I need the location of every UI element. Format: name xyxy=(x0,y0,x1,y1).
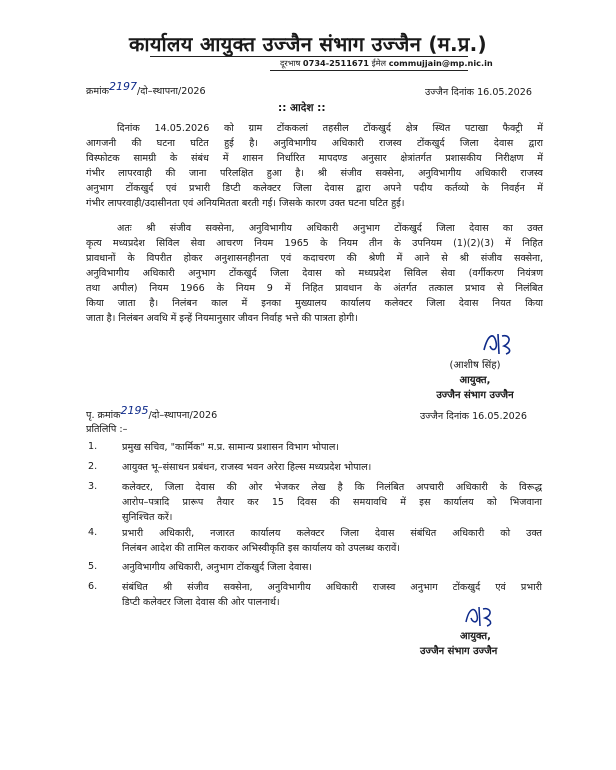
copy-ref-prefix: पृ. क्रमांक xyxy=(86,410,121,421)
signature-commissioner-copy xyxy=(462,602,496,630)
copy-item-line: निलंबन आदेश की तामिल कराकर अभिस्वीकृति इस कार्यालय को उपलब्ध करावें। xyxy=(122,543,400,554)
copy-item-line: डिप्टी कलेक्टर जिला देवास की ओर पालनार्थ। xyxy=(122,597,280,608)
copy-ref-suffix: /दो–स्थापना/2026 xyxy=(148,410,218,421)
copy-date-label: उज्जैन दिनांक xyxy=(420,411,469,422)
copy-item-line: अनुविभागीय अधिकारी, अनुभाग टोंकखुर्द जिला देवास। xyxy=(122,562,312,573)
copy-signature-block xyxy=(420,629,550,659)
para2-line: प्रावधानों के विपरीत होकर अनुशासनहीनता एवं कदाचरण की श्रेणी में आने से श्री संजीव सक्सेना, xyxy=(86,253,543,264)
signatory-office: उज्जैन संभाग उज्जैन xyxy=(436,390,514,401)
copy-label: प्रतिलिपि :– xyxy=(86,424,128,435)
copy-item-number: 5. xyxy=(88,561,98,572)
copy-item-number: 4. xyxy=(88,527,98,538)
order-date-value: 16.05.2026 xyxy=(477,87,532,98)
title-underline xyxy=(150,56,468,57)
para1-line: अनुभाग टोंकखुर्द एवं प्रभारी डिप्टी कलेक्टर जिला देवास द्वारा अपने पदीय कर्तव्यो के निवर्हन में xyxy=(86,183,543,194)
copy-item-line: प्रमुख सचिव, "कार्मिक" म.प्र. सामान्य प्रशासन विभाग भोपाल। xyxy=(122,442,340,453)
para1-line: विस्फोटक सामग्री के संबंध में शासन निर्धारित मापदण्ड अनुसार क्षेत्रांतर्गत प्रशासकीय निरीक्षण में xyxy=(86,153,543,164)
copy-item-line: आयुक्त भू–संसाधन प्रबंधन, राजस्व भवन अरेरा हिल्स मध्यप्रदेश भोपाल। xyxy=(122,462,372,473)
copy-signatory-office: उज्जैन संभाग उज्जैन xyxy=(420,646,498,657)
para2-line: जाता है। निलंबन अवधि में इन्हें नियमानुसार जीवन निर्वाह भत्ते की पात्रता होगी। xyxy=(86,313,358,324)
copy-item-number: 1. xyxy=(88,441,98,452)
office-title: कार्यालय आयुक्त उज्जैन संभाग उज्जैन (म.प्र.) xyxy=(129,32,487,56)
contact-underline xyxy=(270,70,468,71)
contact-line xyxy=(280,58,493,69)
phone-number: 0734-2511671 xyxy=(302,58,369,68)
para1-line: आगजनी की घटना घटित हुई है। अनुविभागीय अधिकारी राजस्व टोंकखुर्द जिला देवास द्वारा xyxy=(86,138,543,149)
copy-item-line: संबंधित श्री संजीव सक्सेना, अनुविभागीय अधिकारी राजस्व अनुभाग टोंकखुर्द एवं प्रभारी xyxy=(122,582,542,593)
copy-item-line: कलेक्टर, जिला देवास की ओर भेजकर लेख है कि निलंबित अपचारी अधिकारी के विरूद्ध xyxy=(122,482,542,493)
order-ref-suffix: /दो–स्थापना/2026 xyxy=(136,86,206,97)
order-date xyxy=(425,86,532,99)
order-ref-prefix: क्रमांक xyxy=(86,86,109,97)
copy-ref xyxy=(86,404,218,422)
signatory-name: (आशीष सिंह) xyxy=(449,360,501,371)
copy-item-number: 6. xyxy=(88,581,98,592)
copy-item-line: प्रभारी अधिकारी, नजारत कार्यालय कलेक्टर जिला देवास संबंधित अधिकारी को उक्त xyxy=(122,528,542,539)
para2-line: अनुविभागीय अधिकारी अनुभाग टोंकखुर्द जिला देवास को मध्यप्रदेश सिविल सेवा (वर्गीकरण नियंत्रण xyxy=(86,268,543,279)
para2-line: कृत्य मध्यप्रदेश सिविल सेवा आचरण नियम 1965 के नियम तीन के उपनियम (1)(2)(3) में निहित xyxy=(86,238,543,249)
order-date-label: उज्जैन दिनांक xyxy=(425,87,474,98)
copy-ref-number: 2195 xyxy=(120,404,149,417)
copy-item-line: सुनिश्चित करें। xyxy=(122,512,173,523)
email-prefix: ईमेल xyxy=(371,58,387,68)
copy-date-value: 16.05.2026 xyxy=(472,411,527,422)
order-heading: :: आदेश :: xyxy=(278,102,326,114)
email-address: commujjain@mp.nic.in xyxy=(388,58,493,68)
para2-line: किया जाता है। निलंबन काल में इनका मुख्यालय कार्यालय कलेक्टर जिला देवास नियत किया xyxy=(86,298,543,309)
copy-item-number: 2. xyxy=(88,461,98,472)
para1-line: दिनांक 14.05.2026 को ग्राम टोंककलां तहसील टोंकखुर्द क्षेत्र स्थित पटाखा फैक्ट्री में xyxy=(117,123,543,134)
copy-date xyxy=(420,410,527,423)
phone-prefix: दूरभाष xyxy=(280,58,301,68)
copy-signatory-title: आयुक्त, xyxy=(460,631,491,642)
signatory-title: आयुक्त, xyxy=(459,375,491,386)
copy-item-line: आरोप–पत्रादि प्रारूप तैयार कर 15 दिवस की समयावधि में इस कार्यालय को भिजवाना xyxy=(122,497,542,508)
para2-line: तथा अपील) नियम 1966 के नियम 9 में निहित प्रावधान के अंतर्गत तत्काल प्रभाव से निलंबित xyxy=(86,283,543,294)
order-ref xyxy=(86,80,206,98)
order-ref-number: 2197 xyxy=(108,80,137,93)
para1-line: गंभीर लापरवाही/उदासीनता एवं अनियमितता बरती गई। जिसके कारण उक्त घटना घटित हुई। xyxy=(86,198,405,209)
para1-line: गंभीर लापरवाही की जाना परिलक्षित हुआ है। श्री संजीव सक्सेना, अनुविभागीय अधिकारी राजस्व xyxy=(86,168,543,179)
copy-item-number: 3. xyxy=(88,481,98,492)
para2-line: अतः श्री संजीव सक्सेना, अनुविभागीय अधिकारी अनुभाग टोंकखुर्द जिला देवास का उक्त xyxy=(117,223,543,234)
order-signature-block xyxy=(400,358,550,403)
signature-commissioner xyxy=(480,328,516,358)
